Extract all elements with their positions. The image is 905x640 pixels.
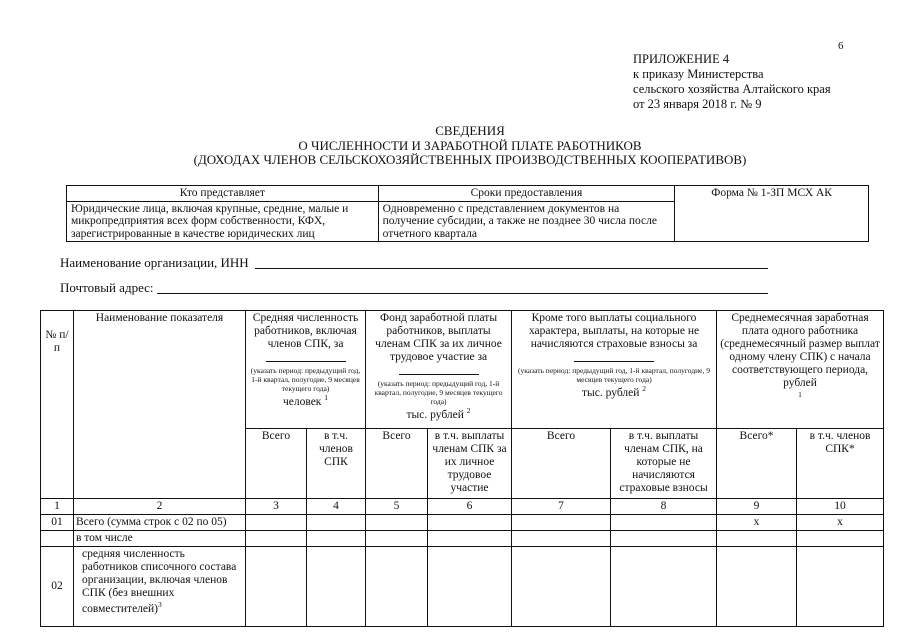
row02-cell-7[interactable] xyxy=(512,547,611,627)
row01-cell-4[interactable] xyxy=(307,515,366,531)
sup-1: 1 xyxy=(798,390,802,399)
row02-num: 02 xyxy=(41,547,74,627)
sub-incl-payments-6: в т.ч. выплаты членам СПК за их личное трудовое участие xyxy=(428,429,512,499)
header-num: № п/п xyxy=(41,311,74,499)
row-incl-num xyxy=(41,531,74,547)
period-blank xyxy=(574,351,654,362)
header-fund xyxy=(366,311,512,429)
who-header: Кто представляет xyxy=(67,186,379,202)
col-number-6: 6 xyxy=(428,499,512,515)
col-number-10: 10 xyxy=(797,499,884,515)
col-number-9: 9 xyxy=(717,499,797,515)
submission-table xyxy=(66,185,869,242)
main-table xyxy=(40,310,884,627)
sup-2: 2 xyxy=(642,384,647,393)
sub-total-5: Всего xyxy=(366,429,428,499)
row-incl-label: в том числе xyxy=(74,531,246,547)
period-note: (указать период: предыдущий год, 1-й квартал, полугодие, 9 месяцев текущего года) xyxy=(518,366,711,384)
row02-cell-6[interactable] xyxy=(428,547,512,627)
header-avg-count-text: Средняя численность работников, включая членов СПК, за xyxy=(252,312,359,350)
header-social xyxy=(512,311,717,429)
row02-cell-8[interactable] xyxy=(611,547,717,627)
col-number-2: 2 xyxy=(74,499,246,515)
sub-incl-members-star-10: в т.ч. членов СПК* xyxy=(797,429,884,499)
title-line1: СВЕДЕНИЯ xyxy=(435,123,505,138)
col-number-4: 4 xyxy=(307,499,366,515)
header-social-unit: тыс. рублей xyxy=(582,386,640,399)
address-input-line[interactable] xyxy=(157,293,768,294)
page-number: 6 xyxy=(838,40,844,52)
sub-total-7: Всего xyxy=(512,429,611,499)
deadline-header: Сроки предоставления xyxy=(378,186,675,202)
row01-cell-7[interactable] xyxy=(512,515,611,531)
header-avg-pay xyxy=(717,311,884,429)
col-number-8: 8 xyxy=(611,499,717,515)
sup-3: 3 xyxy=(158,600,162,609)
header-social-text: Кроме того выплаты социального характера, выплаты, на которые не начисляются страховые взносы за xyxy=(528,312,700,350)
header-fund-text: Фонд заработной платы работников, выплаты членам СПК за их личное трудовое участие за xyxy=(375,312,502,363)
period-note: (указать период: предыдущий год, 1-й квартал, полугодие, 9 месяцев текущего года) xyxy=(374,379,503,406)
row02-label xyxy=(74,547,246,627)
row01-x-9: x xyxy=(717,515,797,531)
who-text: Юридические лица, включая крупные, средние, малые и микропредприятия всех форм собственности, КФХ, зарегистрированные в качестве юридических лиц xyxy=(67,201,379,242)
row02-name: средняя численность работников списочного состава организации, включая членов СПК (без внешних совместителей) xyxy=(82,548,237,615)
address-label: Почтовый адрес: xyxy=(60,280,154,295)
deadline-text: Одновременно с представлением документов на получение субсидии, а также не позднее 30 числа после отчетного квартала xyxy=(378,201,675,242)
appendix-line3: сельского хозяйства Алтайского края xyxy=(633,82,831,96)
period-blank xyxy=(266,351,346,362)
row01-name: Всего (сумма строк с 02 по 05) xyxy=(74,515,246,531)
org-label: Наименование организации, ИНН xyxy=(60,255,249,270)
document-title xyxy=(150,124,790,168)
row02-cell-10[interactable] xyxy=(797,547,884,627)
sub-total-star-9: Всего* xyxy=(717,429,797,499)
sub-incl-members-4: в т.ч. членов СПК xyxy=(307,429,366,499)
header-fund-unit: тыс. рублей xyxy=(406,408,464,421)
col-number-1: 1 xyxy=(41,499,74,515)
row02-cell-4[interactable] xyxy=(307,547,366,627)
period-note: (указать период: предыдущий год, 1-й квартал, полугодие, 9 месяцев текущего года) xyxy=(250,366,361,393)
row01-x-10: x xyxy=(797,515,884,531)
title-line2: О ЧИСЛЕННОСТИ И ЗАРАБОТНОЙ ПЛАТЕ РАБОТНИКОВ xyxy=(298,137,642,153)
form-label: Форма № 1-ЗП МСХ АК xyxy=(675,186,869,242)
org-input-line[interactable] xyxy=(255,268,768,269)
appendix-line1: ПРИЛОЖЕНИЕ 4 xyxy=(633,52,730,66)
row01-cell-6[interactable] xyxy=(428,515,512,531)
col-number-3: 3 xyxy=(246,499,307,515)
row01-cell-8[interactable] xyxy=(611,515,717,531)
row02-cell-9[interactable] xyxy=(717,547,797,627)
header-avg-pay-text: Среднемесячная заработная плата одного работника (среднемесячный размер выплат одному члену СПК) с начала соответствующего периода, рублей xyxy=(720,312,880,389)
period-blank xyxy=(399,364,479,375)
appendix-block xyxy=(633,52,831,112)
sup-1: 1 xyxy=(324,393,329,402)
title-line3: (ДОХОДАХ ЧЛЕНОВ СЕЛЬСКОХОЗЯЙСТВЕННЫХ ПРОИЗВОДСТВЕННЫХ КООПЕРАТИВОВ) xyxy=(193,152,747,167)
row02-cell-5[interactable] xyxy=(366,547,428,627)
sup-2: 2 xyxy=(466,406,471,415)
header-name: Наименование показателя xyxy=(74,311,246,499)
col-number-7: 7 xyxy=(512,499,611,515)
appendix-line2: к приказу Министерства xyxy=(633,67,764,81)
row02-cell-3[interactable] xyxy=(246,547,307,627)
appendix-line4: от 23 января 2018 г. № 9 xyxy=(633,97,762,111)
header-avg-count-unit: человек xyxy=(282,395,322,408)
sub-incl-noninsured-8: в т.ч. выплаты членам СПК, на которые не начисляются страховые взносы xyxy=(611,429,717,499)
row01-cell-5[interactable] xyxy=(366,515,428,531)
row01-num: 01 xyxy=(41,515,74,531)
row01-cell-3[interactable] xyxy=(246,515,307,531)
sub-total-3: Всего xyxy=(246,429,307,499)
col-number-5: 5 xyxy=(366,499,428,515)
header-avg-count xyxy=(246,311,366,429)
